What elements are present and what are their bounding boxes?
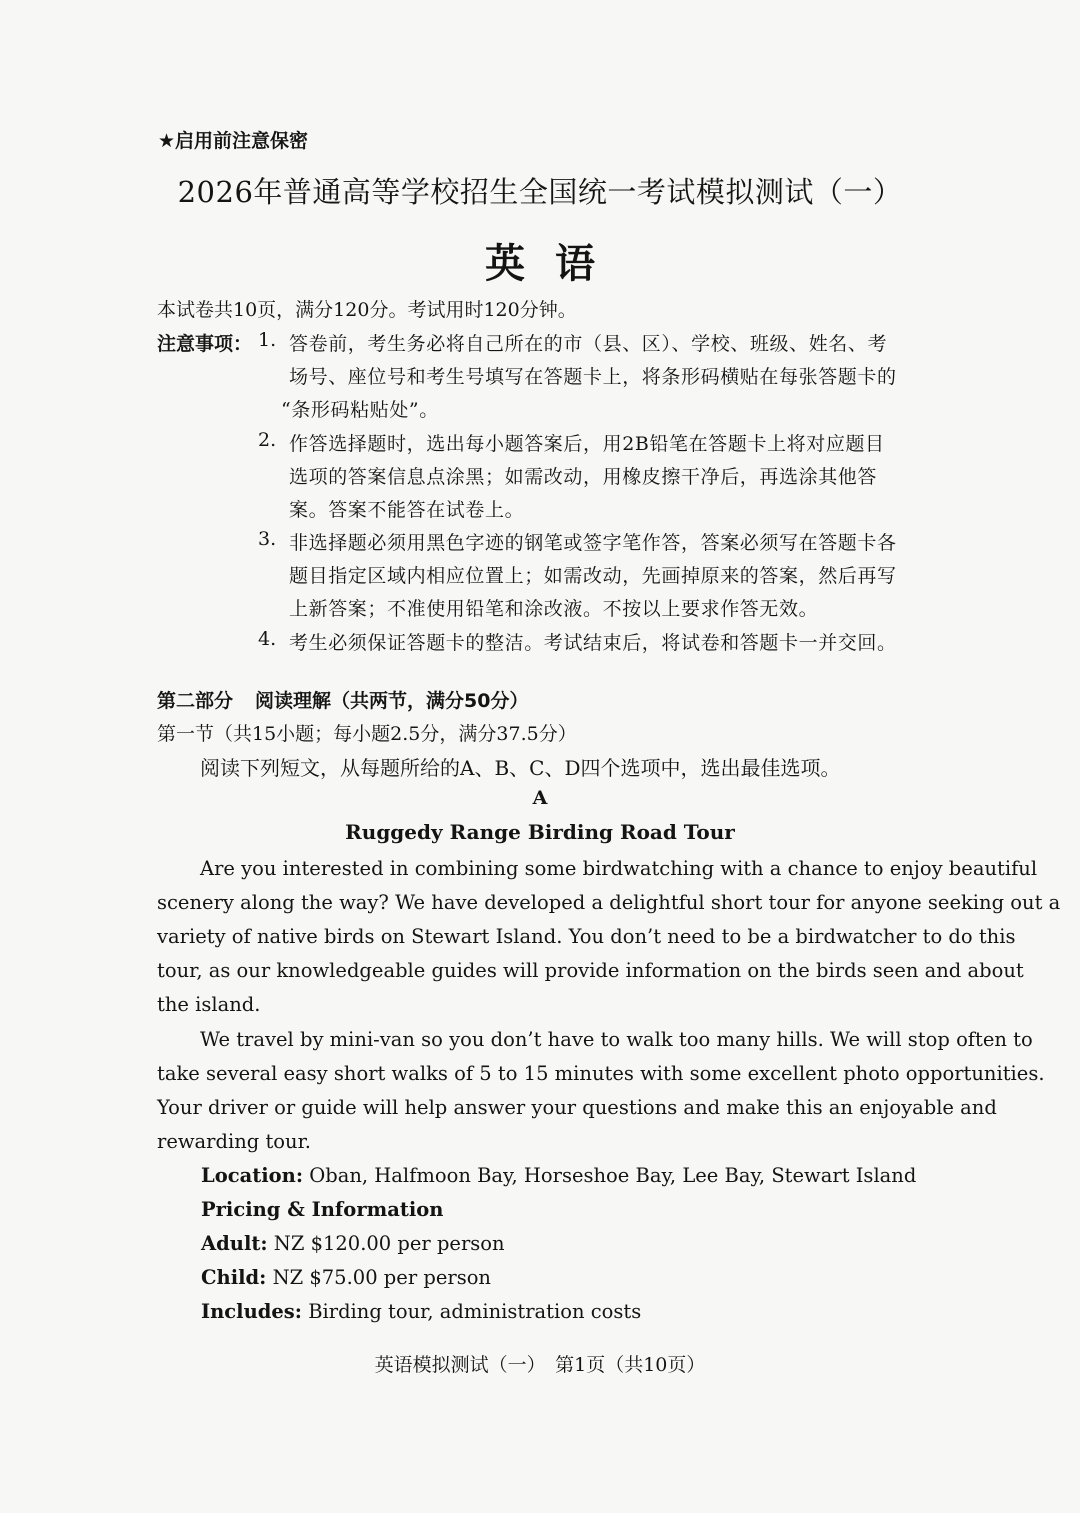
- includes-value: Birding tour, administration costs: [308, 1300, 642, 1323]
- exam-title: 2026年普通高等学校招生全国统一考试模拟测试（一）: [177, 175, 903, 209]
- notice-line: 答卷前，考生务必将自己所在的市（县、区）、学校、班级、姓名、考: [289, 333, 888, 355]
- subject-title: 英语: [485, 241, 625, 287]
- paragraph-line: tour, as our knowledgeable guides will provide information on the birds seen and about: [157, 959, 1024, 982]
- notice-line: 场号、座位号和考生号填写在答题卡上，将条形码横贴在每张答题卡的: [289, 366, 897, 388]
- paragraph-line: take several easy short walks of 5 to 15 minutes with some excellent photo opportunities.: [157, 1062, 1045, 1085]
- paragraph-line: the island.: [157, 993, 261, 1016]
- child-label: Child:: [201, 1266, 267, 1289]
- exam-summary: 本试卷共10页，满分120分。考试用时120分钟。: [157, 299, 577, 321]
- adult-label: Adult:: [201, 1232, 268, 1255]
- child-price-row: [201, 1266, 491, 1289]
- page-footer: 英语模拟测试（一） 第1页（共10页）: [374, 1354, 706, 1376]
- paragraph-line: We travel by mini-van so you don’t have to walk too many hills. We will stop often to: [200, 1028, 1033, 1051]
- pricing-heading: [201, 1198, 443, 1221]
- paragraph-line: rewarding tour.: [157, 1130, 311, 1153]
- notice-line: 考生必须保证答题卡的整洁。考试结束后，将试卷和答题卡一并交回。: [289, 632, 897, 654]
- location-label: Location:: [201, 1164, 304, 1187]
- notice-line: 作答选择题时，选出每小题答案后，用2B铅笔在答题卡上将对应题目: [289, 433, 885, 455]
- location-row: [201, 1164, 916, 1187]
- part-name: 第二部分: [157, 690, 234, 712]
- child-price: NZ $75.00 per person: [272, 1266, 491, 1289]
- includes-row: [201, 1300, 641, 1323]
- paragraph-line: variety of native birds on Stewart Island. You don’t need to be a birdwatcher to do this: [157, 925, 1016, 948]
- adult-price-row: [201, 1232, 505, 1255]
- notice-line: 选项的答案信息点涂黑；如需改动，用橡皮擦干净后，再选涂其他答: [289, 466, 878, 488]
- notice-line: 题目指定区域内相应位置上；如需改动，先画掉原来的答案，然后再写: [289, 565, 897, 587]
- notice-number: 4.: [258, 628, 277, 650]
- notice-number: 3.: [258, 528, 277, 550]
- reading-instruction: 阅读下列短文，从每题所给的A、B、C、D四个选项中，选出最佳选项。: [200, 756, 841, 780]
- notice-number: 2.: [258, 429, 277, 451]
- paragraph-line: scenery along the way? We have developed a delightful short tour for anyone seeking out a: [157, 891, 1061, 914]
- location-value: Oban, Halfmoon Bay, Horseshoe Bay, Lee Bay, Stewart Island: [309, 1164, 917, 1187]
- adult-price: NZ $120.00 per person: [273, 1232, 505, 1255]
- notice-line: 上新答案；不准使用铅笔和涂改液。不按以上要求作答无效。: [289, 598, 819, 620]
- pricing-heading-text: Pricing & Information: [201, 1198, 444, 1221]
- paragraph-line: Are you interested in combining some birdwatching with a chance to enjoy beautiful: [200, 857, 1038, 880]
- notice-line: 案。答案不能答在试卷上。: [289, 499, 525, 521]
- confidential-notice: ★启用前注意保密: [158, 130, 309, 152]
- notice-label: 注意事项：: [157, 333, 253, 355]
- section-heading: 第一节（共15小题；每小题2.5分，满分37.5分）: [157, 723, 577, 745]
- notice-number: 1.: [258, 329, 277, 351]
- notice-line: “条形码粘贴处”。: [281, 399, 439, 421]
- part-title: 阅读理解（共两节，满分50分）: [255, 690, 529, 712]
- includes-label: Includes:: [201, 1300, 302, 1323]
- paragraph-line: Your driver or guide will help answer your questions and make this an enjoyable and: [157, 1096, 997, 1119]
- notice-line: 非选择题必须用黑色字迹的钢笔或签字笔作答，答案必须写在答题卡各: [289, 532, 897, 554]
- passage-letter: A: [532, 787, 548, 809]
- passage-title: Ruggedy Range Birding Road Tour: [345, 820, 735, 844]
- part-heading: [157, 686, 528, 713]
